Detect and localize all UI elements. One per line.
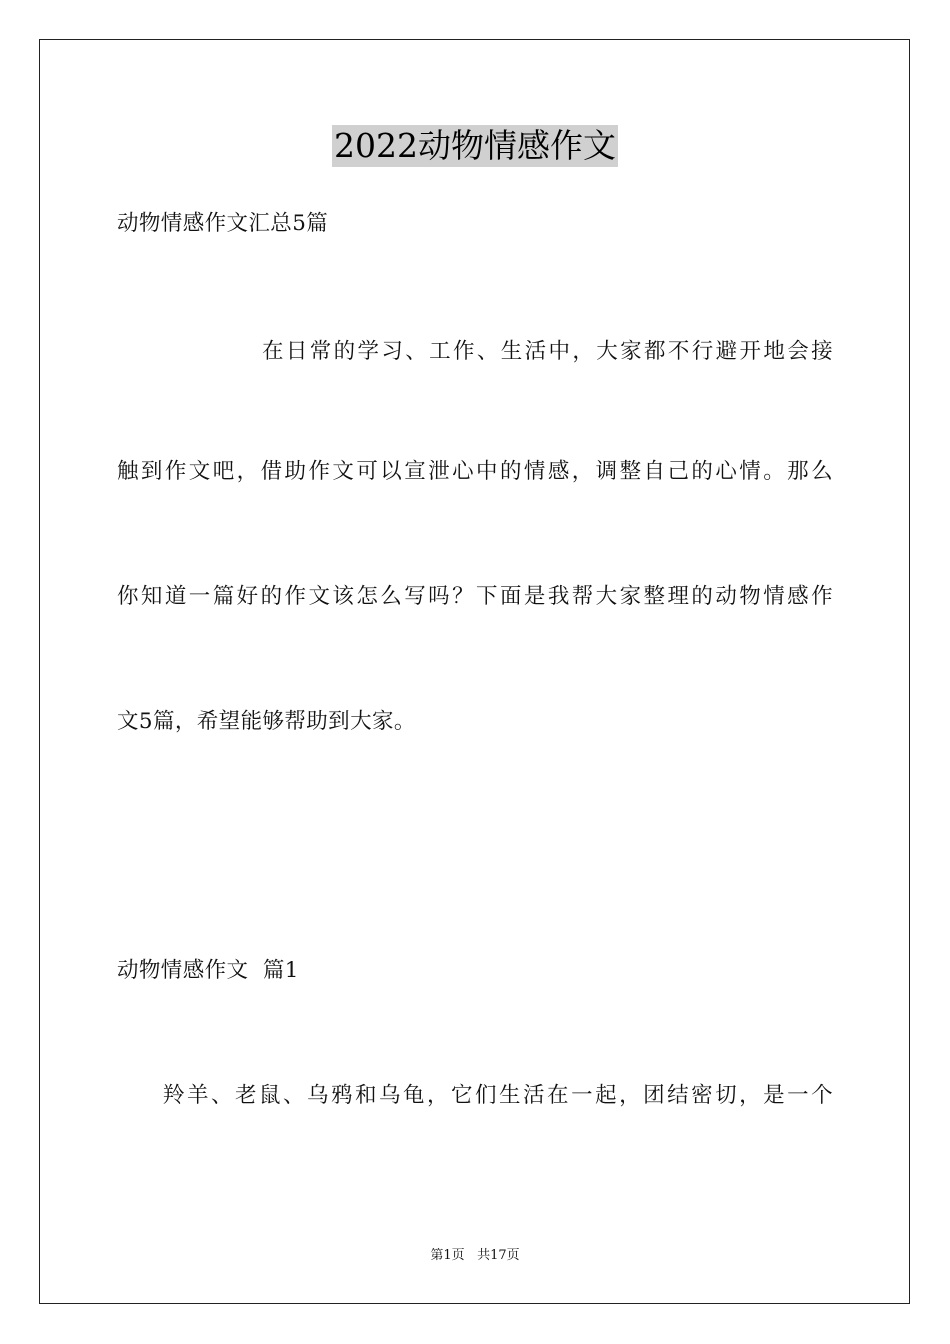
intro-line-2: 触到作文吧，借助作文可以宣泄心中的情感，调整自己的心情。那么 (117, 459, 833, 484)
page-footer (0, 1247, 950, 1265)
document-title: 2022动物情感作文 (334, 126, 616, 165)
page-total: 共17页 (477, 1248, 520, 1263)
page-number: 第1页 (430, 1248, 465, 1263)
intro-line-3: 你知道一篇好的作文该怎么写吗？下面是我帮大家整理的动物情感作 (117, 584, 833, 609)
intro-line-4: 文5篇，希望能够帮助到大家。 (117, 709, 416, 734)
document-subtitle: 动物情感作文汇总5篇 (117, 211, 329, 236)
section-paragraph-line-1: 羚羊、老鼠、乌鸦和乌龟，它们生活在一起，团结密切，是一个 (163, 1083, 833, 1108)
section-heading: 动物情感作文 篇1 (117, 958, 299, 983)
intro-line-1: 在日常的学习、工作、生活中，大家都不行避开地会接 (262, 339, 833, 364)
title-container (0, 125, 950, 167)
